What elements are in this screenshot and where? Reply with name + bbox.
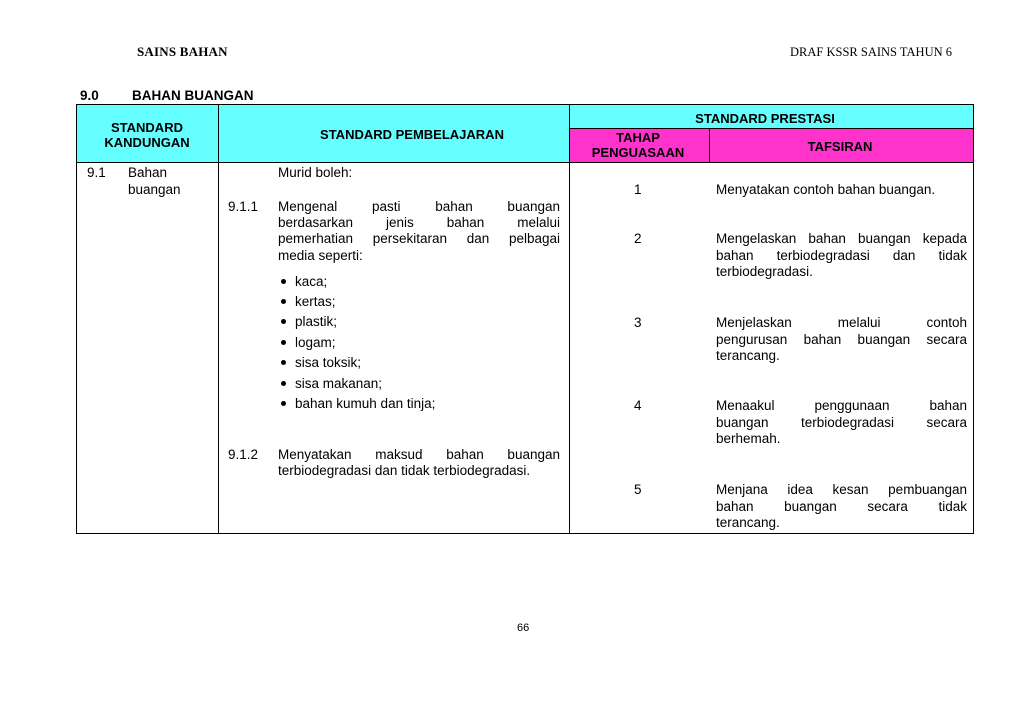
prestasi-divider-line: [569, 128, 973, 129]
tafsiran-5-line2: bahan buangan secara tidak: [716, 499, 967, 514]
bullet-icon: [281, 319, 286, 324]
col-divider-1: [218, 105, 219, 533]
tafsiran-2-line1: Mengelaskan bahan buangan kepada: [716, 231, 967, 246]
header-standard-pembelajaran: STANDARD PEMBELAJARAN: [320, 127, 504, 142]
bullet-text: plastik;: [295, 314, 338, 329]
kandungan-title-line2: buangan: [128, 182, 181, 197]
page-number: 66: [517, 622, 530, 634]
header-tahap-penguasaan: [568, 130, 708, 160]
pembelajaran-item2-line1: Menyatakan maksud bahan buangan: [278, 447, 560, 462]
header-tafsiran: TAFSIRAN: [807, 139, 873, 154]
tafsiran-2-line3: terbiodegradasi.: [716, 264, 813, 279]
bullet-text: kaca;: [295, 274, 328, 289]
header-subject: SAINS BAHAN: [137, 44, 228, 59]
bullet-icon: [281, 360, 286, 365]
bullet-item: [281, 313, 337, 331]
tafsiran-4-line3: berhemah.: [716, 431, 781, 446]
pembelajaran-intro: Murid boleh:: [278, 165, 353, 180]
bullet-icon: [281, 299, 286, 304]
tahap-level-2: 2: [634, 231, 642, 246]
tafsiran-5-line1: Menjana idea kesan pembuangan: [716, 482, 967, 497]
bullet-item: [281, 354, 361, 372]
tafsiran-2-line2: bahan terbiodegradasi dan tidak: [716, 248, 967, 263]
bullet-text: kertas;: [295, 294, 336, 309]
bullet-text: logam;: [295, 335, 336, 350]
bullet-item: [281, 293, 336, 311]
section-number: 9.0: [80, 88, 99, 103]
pembelajaran-item1-line1: Mengenal pasti bahan buangan: [278, 199, 560, 214]
bullet-icon: [281, 401, 286, 406]
bullet-item: [281, 334, 336, 352]
pembelajaran-item1-line2: berdasarkan jenis bahan melalui: [278, 215, 560, 230]
pembelajaran-item2-line2: terbiodegradasi dan tidak terbiodegradasi.: [278, 463, 531, 478]
header-standard-kandungan-line2: KANDUNGAN: [104, 135, 190, 150]
bullet-text: sisa toksik;: [295, 355, 362, 370]
bullet-item: [281, 273, 327, 291]
bullet-icon: [281, 381, 286, 386]
pembelajaran-item2-code: 9.1.2: [228, 447, 259, 462]
tafsiran-3-line1: Menjelaskan melalui contoh: [716, 315, 967, 330]
header-standard-prestasi: STANDARD PRESTASI: [695, 111, 835, 126]
header-bottom-line: [77, 162, 973, 163]
pembelajaran-item1-line3: pemerhatian persekitaran dan pelbagai: [278, 231, 560, 246]
header-standard-kandungan-line1: STANDARD: [111, 120, 183, 135]
bullet-item: [281, 395, 435, 413]
bullet-text: sisa makanan;: [295, 376, 383, 391]
tafsiran-5-line3: terancang.: [716, 515, 780, 530]
tahap-level-1: 1: [634, 182, 642, 197]
bullet-icon: [281, 279, 286, 284]
section-title: BAHAN BUANGAN: [132, 88, 254, 103]
pembelajaran-item1-code: 9.1.1: [228, 199, 259, 214]
tafsiran-4-line1: Menaakul penggunaan bahan: [716, 398, 967, 413]
bullet-icon: [281, 340, 286, 345]
bullet-item: [281, 375, 382, 393]
tafsiran-3-line3: terancang.: [716, 348, 780, 363]
tahap-level-3: 3: [634, 315, 642, 330]
header-document-title: DRAF KSSR SAINS TAHUN 6: [790, 45, 952, 59]
bullet-text: bahan kumuh dan tinja;: [295, 396, 436, 411]
tahap-level-4: 4: [634, 398, 642, 413]
header-tahap-line2: PENGUASAAN: [591, 145, 685, 160]
tafsiran-1-line1: Menyatakan contoh bahan buangan.: [716, 182, 936, 197]
header-tahap-line1: TAHAP: [616, 130, 660, 145]
kandungan-title-line1: Bahan: [128, 165, 168, 180]
kandungan-code: 9.1: [87, 165, 106, 180]
header-standard-kandungan: [77, 120, 217, 150]
tahap-level-5: 5: [634, 482, 642, 497]
tafsiran-3-line2: pengurusan bahan buangan secara: [716, 332, 967, 347]
pembelajaran-item1-line4: media seperti:: [278, 248, 363, 263]
col-divider-2: [569, 105, 570, 533]
tafsiran-4-line2: buangan terbiodegradasi secara: [716, 415, 967, 430]
